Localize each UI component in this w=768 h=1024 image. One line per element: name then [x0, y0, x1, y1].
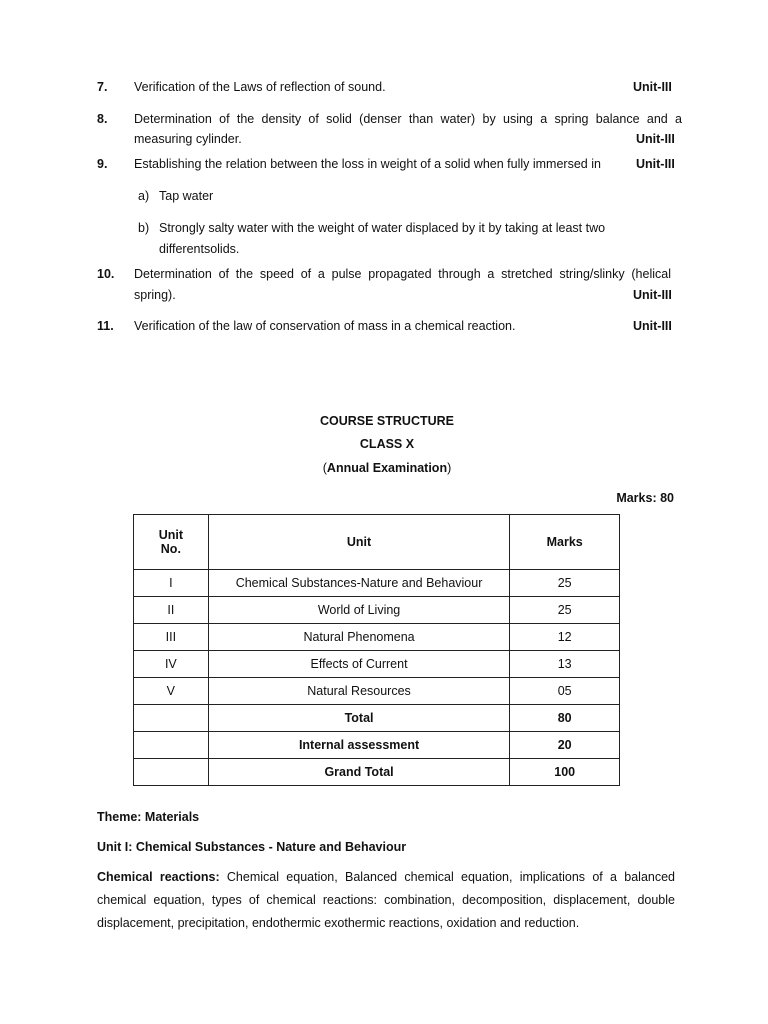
item-9b-label: b)	[138, 221, 150, 235]
total-label: Total	[208, 705, 510, 732]
marks-cell: 13	[510, 651, 620, 678]
header-unit-no-line1: Unit	[158, 528, 183, 542]
unit-heading: Unit I: Chemical Substances - Nature and Behaviour	[97, 840, 407, 854]
internal-label: Internal assessment	[208, 732, 510, 759]
item-10-line2: spring).	[134, 288, 176, 302]
item-10-unit: Unit-III	[633, 288, 672, 302]
marks-cell: 25	[510, 597, 620, 624]
item-9a-text: Tap water	[159, 189, 214, 203]
unit-name-cell: Effects of Current	[208, 651, 510, 678]
item-9b-line1: Strongly salty water with the weight of water displaced by it by taking at least two	[159, 221, 606, 235]
total-marks: Marks: 80	[616, 491, 674, 505]
table-row	[134, 651, 620, 678]
unit-no-cell: V	[134, 678, 209, 705]
internal-empty-cell	[134, 732, 209, 759]
table-row	[134, 624, 620, 651]
course-structure-title: COURSE STRUCTURE	[319, 414, 455, 428]
grand-total-row	[134, 759, 620, 786]
internal-assessment-row	[134, 732, 620, 759]
item-9-text: Establishing the relation between the loss in weight of a solid when fully immersed in	[134, 157, 601, 171]
item-7-number: 7.	[97, 80, 108, 94]
item-11-unit: Unit-III	[633, 319, 672, 333]
item-9a-label: a)	[138, 189, 150, 203]
header-unit: Unit	[208, 515, 510, 570]
item-9-number: 9.	[97, 157, 108, 171]
item-8-number: 8.	[97, 112, 108, 126]
exam-heading	[0, 461, 768, 475]
total-marks-cell: 80	[510, 705, 620, 732]
exam-open-paren: (	[322, 461, 327, 475]
unit-no-cell: III	[134, 624, 209, 651]
item-10-number: 10.	[97, 267, 115, 281]
exam-close-paren: )	[447, 461, 452, 475]
unit-no-cell: I	[134, 570, 209, 597]
total-row	[134, 705, 620, 732]
class-heading: CLASS X	[359, 437, 415, 451]
item-7-text: Verification of the Laws of reflection of sound.	[134, 80, 386, 94]
marks-cell: 25	[510, 570, 620, 597]
course-structure-table	[133, 514, 620, 786]
header-unit-no-line2: No.	[160, 542, 181, 556]
item-11-text: Verification of the law of conservation of mass in a chemical reaction.	[134, 319, 516, 333]
exam-name: Annual Examination	[326, 461, 448, 475]
chemical-reactions-paragraph	[97, 866, 675, 935]
unit-name-cell: World of Living	[208, 597, 510, 624]
chemical-reactions-text: Chemical equation, Balanced chemical equation, implications of a balanced chemical equation, types of chemical reactions: combination, decomposition, displacement, double displacement, precipitation, endothermic exothermic reactions, oxidation and reduction.	[97, 870, 675, 930]
item-8-line2: measuring cylinder.	[134, 132, 242, 146]
internal-marks-cell: 20	[510, 732, 620, 759]
table-row	[134, 678, 620, 705]
table-header-row	[134, 515, 620, 570]
table-row	[134, 570, 620, 597]
item-7-unit: Unit-III	[633, 80, 672, 94]
grand-total-marks-cell: 100	[510, 759, 620, 786]
unit-name-cell: Natural Resources	[208, 678, 510, 705]
item-10-line1: Determination of the speed of a pulse propagated through a stretched string/slinky (helical	[134, 267, 671, 281]
item-8-line1: Determination of the density of solid (denser than water) by using a spring balance and a	[134, 112, 682, 126]
item-9-unit: Unit-III	[636, 157, 675, 171]
chemical-reactions-label: Chemical reactions:	[97, 870, 220, 884]
grand-empty-cell	[134, 759, 209, 786]
table-row	[134, 597, 620, 624]
unit-name-cell: Chemical Substances-Nature and Behaviour	[208, 570, 510, 597]
theme-heading: Theme: Materials	[97, 810, 200, 824]
item-11-number: 11.	[97, 319, 114, 333]
unit-no-cell: IV	[134, 651, 209, 678]
grand-total-label: Grand Total	[208, 759, 510, 786]
total-empty-cell	[134, 705, 209, 732]
unit-name-cell: Natural Phenomena	[208, 624, 510, 651]
marks-cell: 12	[510, 624, 620, 651]
marks-cell: 05	[510, 678, 620, 705]
header-marks: Marks	[510, 515, 620, 570]
header-unit-no	[134, 515, 209, 570]
item-9b-line2: differentsolids.	[159, 242, 240, 256]
item-8-unit: Unit-III	[636, 132, 675, 146]
unit-no-cell: II	[134, 597, 209, 624]
